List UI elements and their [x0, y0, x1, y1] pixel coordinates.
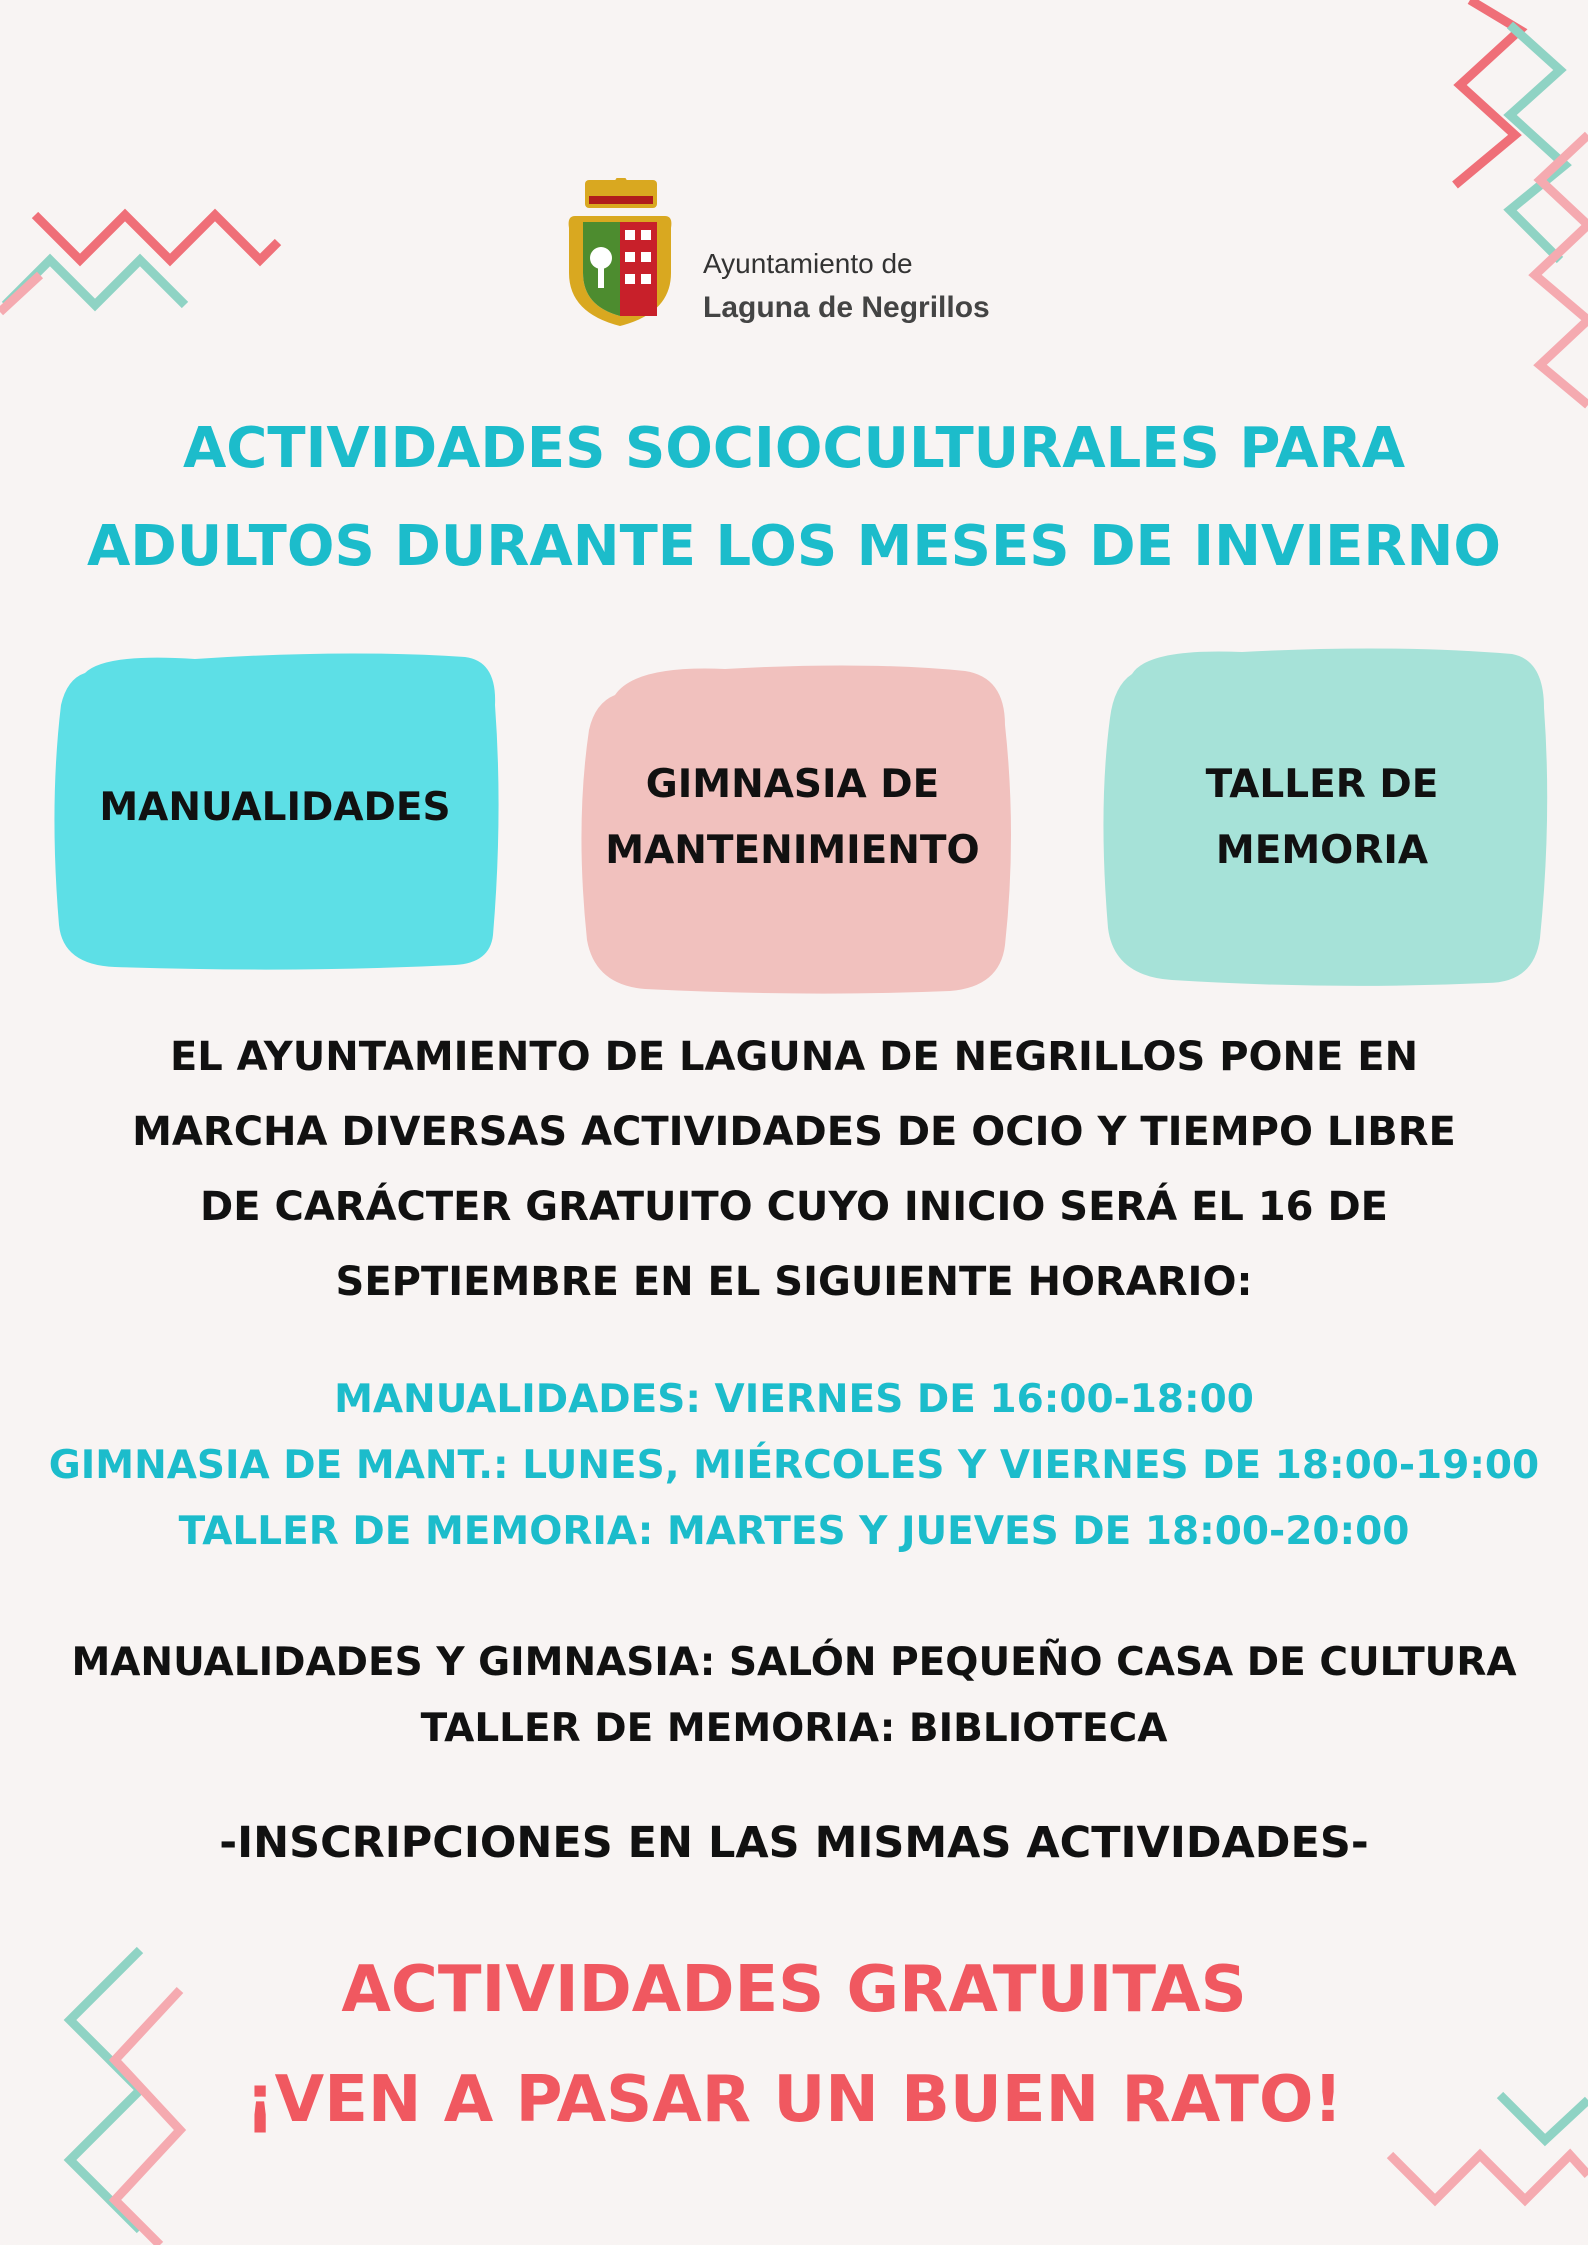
- coat-of-arms-icon: [563, 178, 678, 328]
- closing-message: ACTIVIDADES GRATUITAS ¡VEN A PASAR UN BUEN RATO!: [245, 1953, 1343, 2137]
- zigzag-decoration-top-left: [0, 200, 300, 330]
- municipal-logo: [563, 178, 1043, 328]
- zigzag-decoration-top-right: [1400, 0, 1588, 420]
- location-item: TALLER DE MEMORIA: BIBLIOTECA: [420, 1706, 1168, 1751]
- schedule-list: [0, 1367, 1588, 1565]
- title-line2: ADULTOS DURANTE LOS MESES DE INVIERNO: [86, 514, 1502, 579]
- card-manualidades-label: MANUALIDADES: [99, 785, 451, 830]
- schedule-item: TALLER DE MEMORIA: MARTES Y JUEVES DE 18:00-20:00: [178, 1509, 1410, 1554]
- page-title: [0, 400, 1588, 596]
- schedule-item: GIMNASIA DE MANT.: LUNES, MIÉRCOLES Y VIERNES DE 18:00-19:00: [48, 1443, 1540, 1488]
- schedule-item: MANUALIDADES: VIERNES DE 16:00-18:00: [334, 1377, 1254, 1422]
- card-memoria-label: TALLER DE MEMORIA: [1205, 762, 1439, 873]
- logo-text-line2: Laguna de Negrillos: [703, 291, 990, 324]
- locations-list: [0, 1630, 1588, 1762]
- card-gimnasia-label: GIMNASIA DE MANTENIMIENTO: [605, 762, 980, 873]
- location-item: MANUALIDADES Y GIMNASIA: SALÓN PEQUEÑO CASA DE CULTURA: [71, 1640, 1517, 1685]
- title-line1: ACTIVIDADES SOCIOCULTURALES PARA: [182, 416, 1406, 481]
- logo-text-line1: Ayuntamiento de: [703, 248, 913, 279]
- intro-paragraph: EL AYUNTAMIENTO DE LAGUNA DE NEGRILLOS PONE EN MARCHA DIVERSAS ACTIVIDADES DE OCIO Y TIEMPO LIBRE DE CARÁCTER GRATUITO CUYO INICIO SERÁ EL 16 DE SEPTIEMBRE EN EL SIGUIENTE HORARIO:: [132, 1034, 1456, 1305]
- inscriptions-note: -INSCRIPCIONES EN LAS MISMAS ACTIVIDADES-: [219, 1818, 1369, 1868]
